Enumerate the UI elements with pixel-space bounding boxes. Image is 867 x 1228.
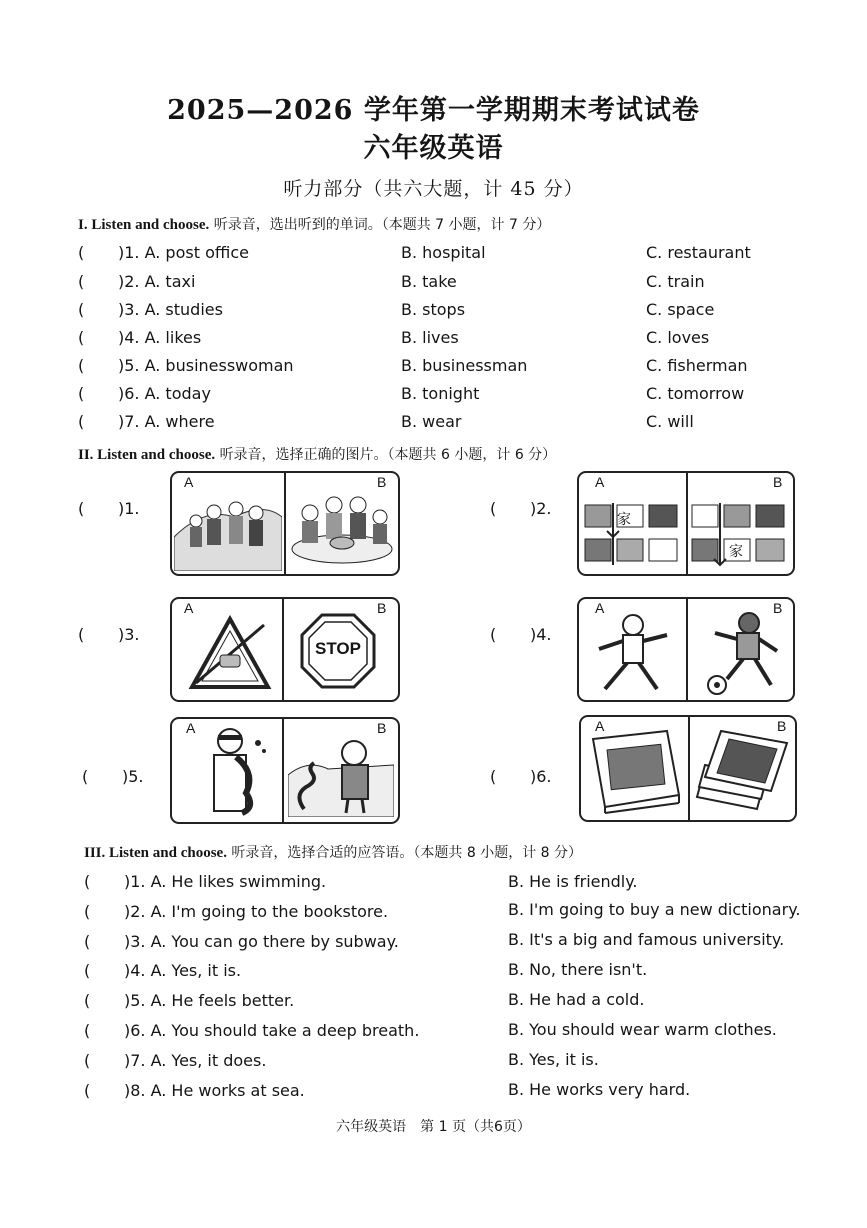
option-a-label: A <box>186 720 196 736</box>
paren: ( <box>490 767 497 786</box>
paren: ( <box>84 1021 91 1040</box>
option-b-label: B <box>773 600 783 616</box>
option-a-label: A <box>595 600 605 616</box>
stop-sign-text: STOP <box>315 639 361 658</box>
item-option-a: )4. A. likes <box>118 328 202 347</box>
response-option-b: B. He had a cold. <box>508 990 645 1009</box>
family-dinner-picture <box>288 487 396 571</box>
response-option-b: B. I'm going to buy a new dictionary. <box>508 900 801 919</box>
response-option-a: )2. A. I'm going to the bookstore. <box>124 902 389 921</box>
section-3-title: III. Listen and choose. <box>84 845 227 861</box>
item-option-b: B. businessman <box>401 356 528 375</box>
grade-subject: 六年级英语 <box>363 133 504 164</box>
section-3-instruction: 听录音，选择合适的应答语。（本题共 8 小题，计 8 分） <box>231 845 583 861</box>
item-option-b: B. hospital <box>401 243 486 262</box>
response-option-a: )7. A. Yes, it does. <box>124 1051 267 1070</box>
section-3-heading <box>84 842 582 862</box>
response-option-b: B. You should wear warm clothes. <box>508 1020 777 1039</box>
picture-pair-3 <box>170 597 400 702</box>
option-b-label: B <box>377 600 387 616</box>
item-option-c: C. fisherman <box>646 356 748 375</box>
paren: ( <box>78 499 85 518</box>
picture-pair-6 <box>579 715 797 822</box>
exam-title: 2025—2026 学年第一学期期末考试试卷 <box>167 95 700 126</box>
option-a-label: A <box>595 474 605 490</box>
item-option-a: )2. A. taxi <box>118 272 196 291</box>
section-1-title: I. Listen and choose. <box>78 217 210 233</box>
item-option-b: B. tonight <box>401 384 480 403</box>
paren: ( <box>84 902 91 921</box>
item-option-a: )6. A. today <box>118 384 211 403</box>
paren: ( <box>84 961 91 980</box>
option-b-label: B <box>773 474 783 490</box>
kung-fu-boy-picture <box>593 609 673 697</box>
item-option-a: )1. A. post office <box>118 243 249 262</box>
question-number: )4. <box>530 625 552 644</box>
item-option-c: C. restaurant <box>646 243 751 262</box>
route-map-a <box>583 501 683 567</box>
response-option-b: B. It's a big and famous university. <box>508 930 785 949</box>
item-option-b: B. take <box>401 272 457 291</box>
item-option-c: C. tomorrow <box>646 384 745 403</box>
paren: ( <box>84 932 91 951</box>
picture-pair-2 <box>577 471 795 576</box>
question-number: )2. <box>530 499 552 518</box>
question-number: )1. <box>118 499 140 518</box>
paren: ( <box>78 625 85 644</box>
option-b-label: B <box>377 474 387 490</box>
question-number: )6. <box>530 767 552 786</box>
response-option-a: )6. A. You should take a deep breath. <box>124 1021 420 1040</box>
paren: ( <box>490 625 497 644</box>
option-a-label: A <box>184 474 194 490</box>
item-option-a: )3. A. studies <box>118 300 223 319</box>
response-option-b: B. He is friendly. <box>508 872 638 891</box>
paren: ( <box>78 384 85 403</box>
response-option-a: )4. A. Yes, it is. <box>124 961 242 980</box>
option-b-label: B <box>777 718 787 734</box>
item-option-b: B. stops <box>401 300 466 319</box>
item-option-a: )7. A. where <box>118 412 215 431</box>
question-number: )3. <box>118 625 140 644</box>
paren: ( <box>78 356 85 375</box>
home-sign-b: 家 <box>729 544 743 560</box>
picture-pair-5 <box>170 717 400 824</box>
item-option-c: C. loves <box>646 328 710 347</box>
response-option-b: B. Yes, it is. <box>508 1050 599 1069</box>
paren: ( <box>82 767 89 786</box>
item-option-c: C. train <box>646 272 705 291</box>
response-option-a: )3. A. You can go there by subway. <box>124 932 399 951</box>
question-number: )5. <box>122 767 144 786</box>
section-1-heading <box>78 214 550 234</box>
paren: ( <box>78 243 85 262</box>
paren: ( <box>78 328 85 347</box>
comic-books-picture <box>693 725 791 815</box>
home-sign-a: 家 <box>617 512 631 528</box>
paren: ( <box>84 991 91 1010</box>
option-a-label: A <box>595 718 605 734</box>
family-hiking-picture <box>174 487 282 571</box>
item-option-a: )5. A. businesswoman <box>118 356 294 375</box>
item-option-b: B. wear <box>401 412 462 431</box>
response-option-a: )8. A. He works at sea. <box>124 1081 305 1100</box>
paren: ( <box>84 872 91 891</box>
section-2-title: II. Listen and choose. <box>78 447 216 463</box>
paren: ( <box>84 1051 91 1070</box>
item-option-b: B. lives <box>401 328 459 347</box>
item-option-c: C. will <box>646 412 694 431</box>
option-a-label: A <box>184 600 194 616</box>
paren: ( <box>78 300 85 319</box>
section-2-heading <box>78 444 556 464</box>
paren: ( <box>84 1081 91 1100</box>
response-option-b: B. No, there isn't. <box>508 960 648 979</box>
section-1-instruction: 听录音，选出听到的单词。（本题共 7 小题，计 7 分） <box>213 217 551 233</box>
storybooks-picture <box>587 725 685 815</box>
item-option-c: C. space <box>646 300 715 319</box>
section-2-instruction: 听录音，选择正确的图片。（本题共 6 小题，计 6 分） <box>219 447 557 463</box>
part-heading: 听力部分（共六大题，计 45 分） <box>283 178 584 200</box>
option-b-label: B <box>377 720 387 736</box>
warning-sign-picture <box>188 613 272 693</box>
response-option-a: )5. A. He feels better. <box>124 991 295 1010</box>
paren: ( <box>78 272 85 291</box>
picture-pair-1 <box>170 471 400 576</box>
paren: ( <box>490 499 497 518</box>
scared-boy-snake-picture <box>288 729 394 817</box>
paren: ( <box>78 412 85 431</box>
football-boy-picture <box>699 609 785 697</box>
page-footer: 六年级英语 第 1 页（共6页） <box>336 1119 531 1135</box>
response-option-b: B. He works very hard. <box>508 1080 691 1099</box>
sneezing-man-picture <box>196 723 276 817</box>
response-option-a: )1. A. He likes swimming. <box>124 872 327 891</box>
picture-pair-4 <box>577 597 795 702</box>
